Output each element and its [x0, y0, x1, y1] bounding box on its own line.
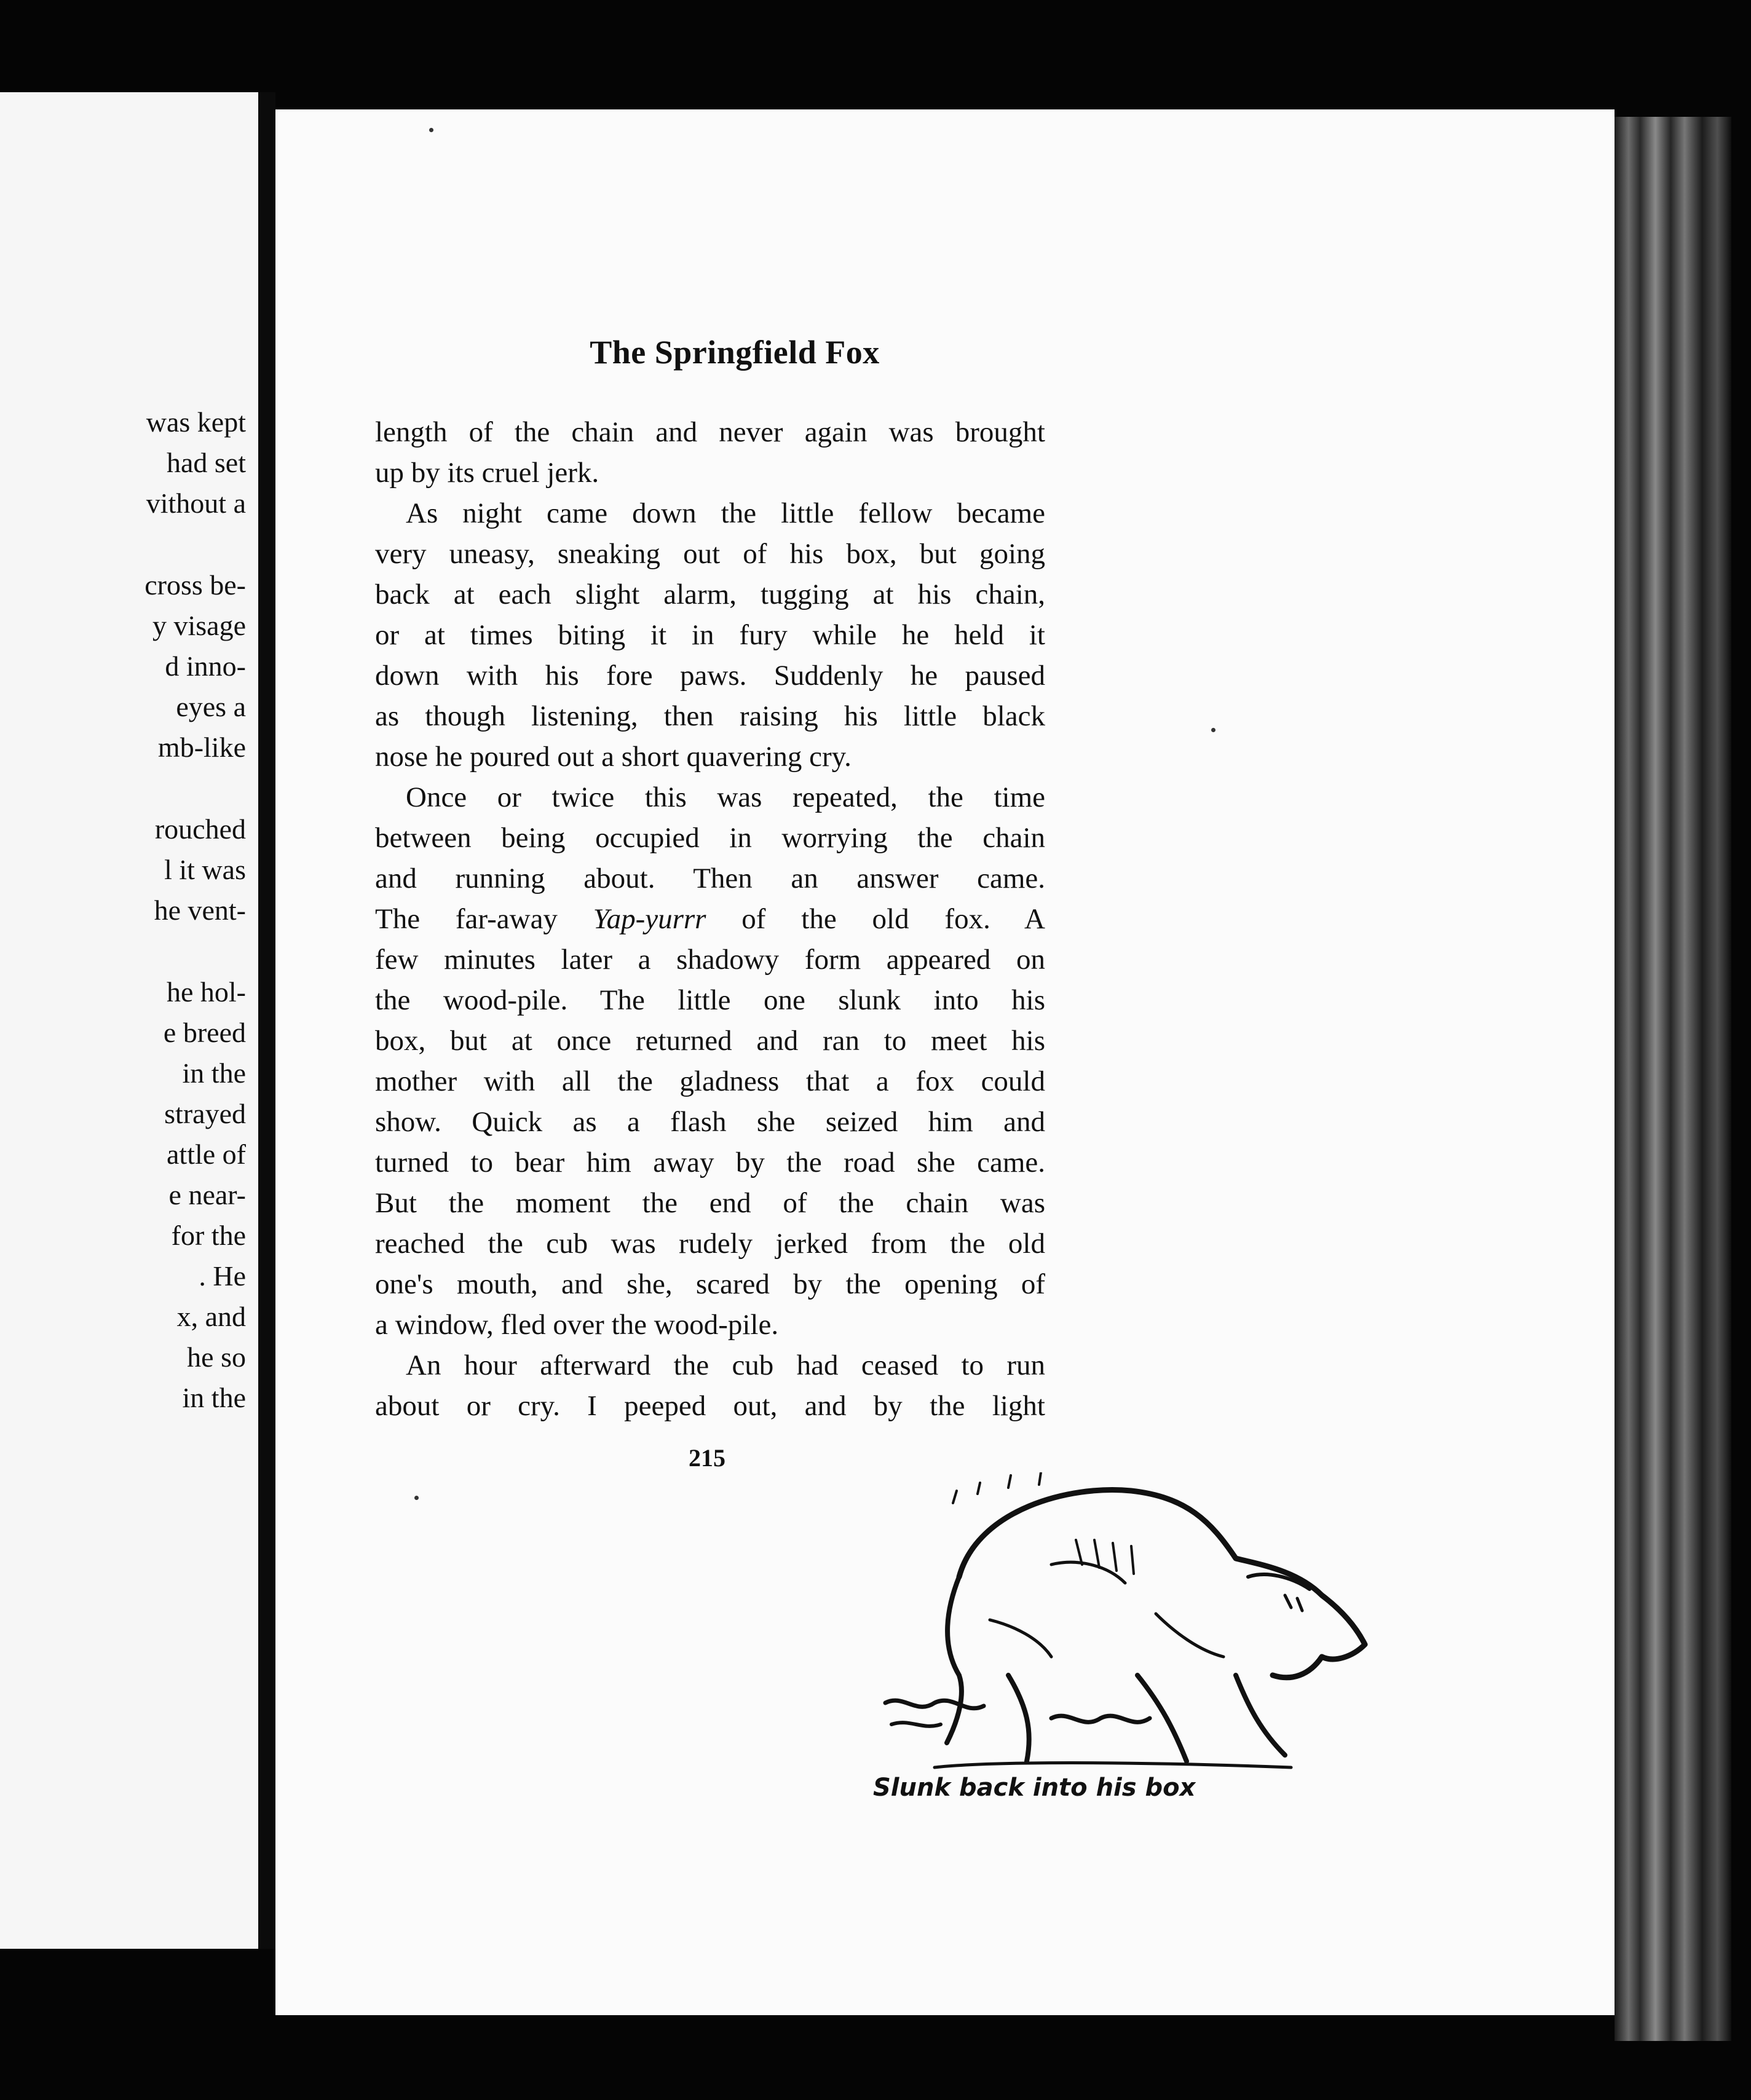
fox-cub-sketch-icon: [867, 1472, 1377, 1780]
speck: [429, 128, 433, 132]
body-line: An hour afterward the cub had ceased to run: [406, 1349, 1045, 1381]
body-line: box, but at once returned and ran to meet his: [375, 1025, 1045, 1057]
speck: [414, 1496, 419, 1500]
body-line: one's mouth, and she, scared by the opening of: [375, 1268, 1045, 1300]
book-gutter: [258, 92, 275, 1949]
left-page-line: mb-like: [157, 732, 246, 763]
body-line: up by its cruel jerk.: [375, 457, 599, 489]
left-page-line: d inno-: [165, 650, 246, 682]
body-line: a window, fled over the wood-pile.: [375, 1309, 779, 1341]
speck: [1211, 728, 1215, 732]
page-block-edge: [1615, 117, 1731, 2041]
body-line: mother with all the gladness that a fox could: [375, 1065, 1045, 1097]
body-line: between being occupied in worrying the chain: [375, 822, 1045, 854]
body-line: very uneasy, sneaking out of his box, but going: [375, 538, 1045, 570]
running-title: The Springfield Fox: [590, 334, 880, 371]
left-page-line: y visage: [152, 610, 246, 641]
body-line: Once or twice this was repeated, the time: [406, 781, 1045, 813]
left-page-line: he vent-: [154, 894, 246, 926]
body-line: the wood-pile. The little one slunk into his: [375, 984, 1045, 1016]
body-line: as though listening, then raising his little black: [375, 700, 1045, 732]
left-page-line: for the: [171, 1220, 246, 1251]
left-page-line: vithout a: [146, 488, 246, 519]
left-page-line: cross be-: [144, 569, 246, 601]
body-line: or at times biting it in fury while he held it: [375, 619, 1045, 651]
left-page-line: e breed: [163, 1017, 246, 1048]
body-line: nose he poured out a short quavering cry.: [375, 741, 852, 773]
body-line: and running about. Then an answer came.: [375, 862, 1045, 894]
body-line: length of the chain and never again was brought: [375, 416, 1045, 448]
left-page-line: was kept: [146, 406, 246, 438]
body-line: turned to bear him away by the road she came.: [375, 1147, 1045, 1178]
left-page-line: he hol-: [166, 976, 246, 1008]
left-page-line: eyes a: [176, 691, 246, 722]
left-page-line: x, and: [176, 1301, 246, 1332]
left-page-line: had set: [166, 447, 246, 478]
left-page-line: he so: [187, 1341, 246, 1373]
body-line: The far-away Yap-yurrr of the old fox. A: [375, 903, 1045, 935]
left-page-line: strayed: [164, 1098, 246, 1129]
body-line: reached the cub was rudely jerked from the old: [375, 1228, 1045, 1260]
left-page-line: . He: [199, 1260, 246, 1292]
body-line: back at each slight alarm, tugging at his chain,: [375, 578, 1045, 610]
left-page-line: attle of: [167, 1139, 246, 1170]
body-line: show. Quick as a flash she seized him and: [375, 1106, 1045, 1138]
body-line: few minutes later a shadowy form appeared on: [375, 944, 1045, 976]
left-page-line: in the: [182, 1057, 246, 1089]
body-line: about or cry. I peeped out, and by the light: [375, 1390, 1045, 1422]
left-page-line: in the: [182, 1382, 246, 1413]
left-page-line: e near-: [168, 1179, 246, 1210]
body-line: As night came down the little fellow became: [406, 497, 1045, 529]
left-page-line: l it was: [164, 854, 246, 885]
left-page: [0, 92, 258, 1949]
left-page-line: rouched: [154, 813, 246, 845]
page-number: 215: [689, 1444, 725, 1472]
body-line: down with his fore paws. Suddenly he paused: [375, 660, 1045, 692]
body-line: But the moment the end of the chain was: [375, 1187, 1045, 1219]
illustration-caption: Slunk back into his box: [873, 1774, 1196, 1802]
